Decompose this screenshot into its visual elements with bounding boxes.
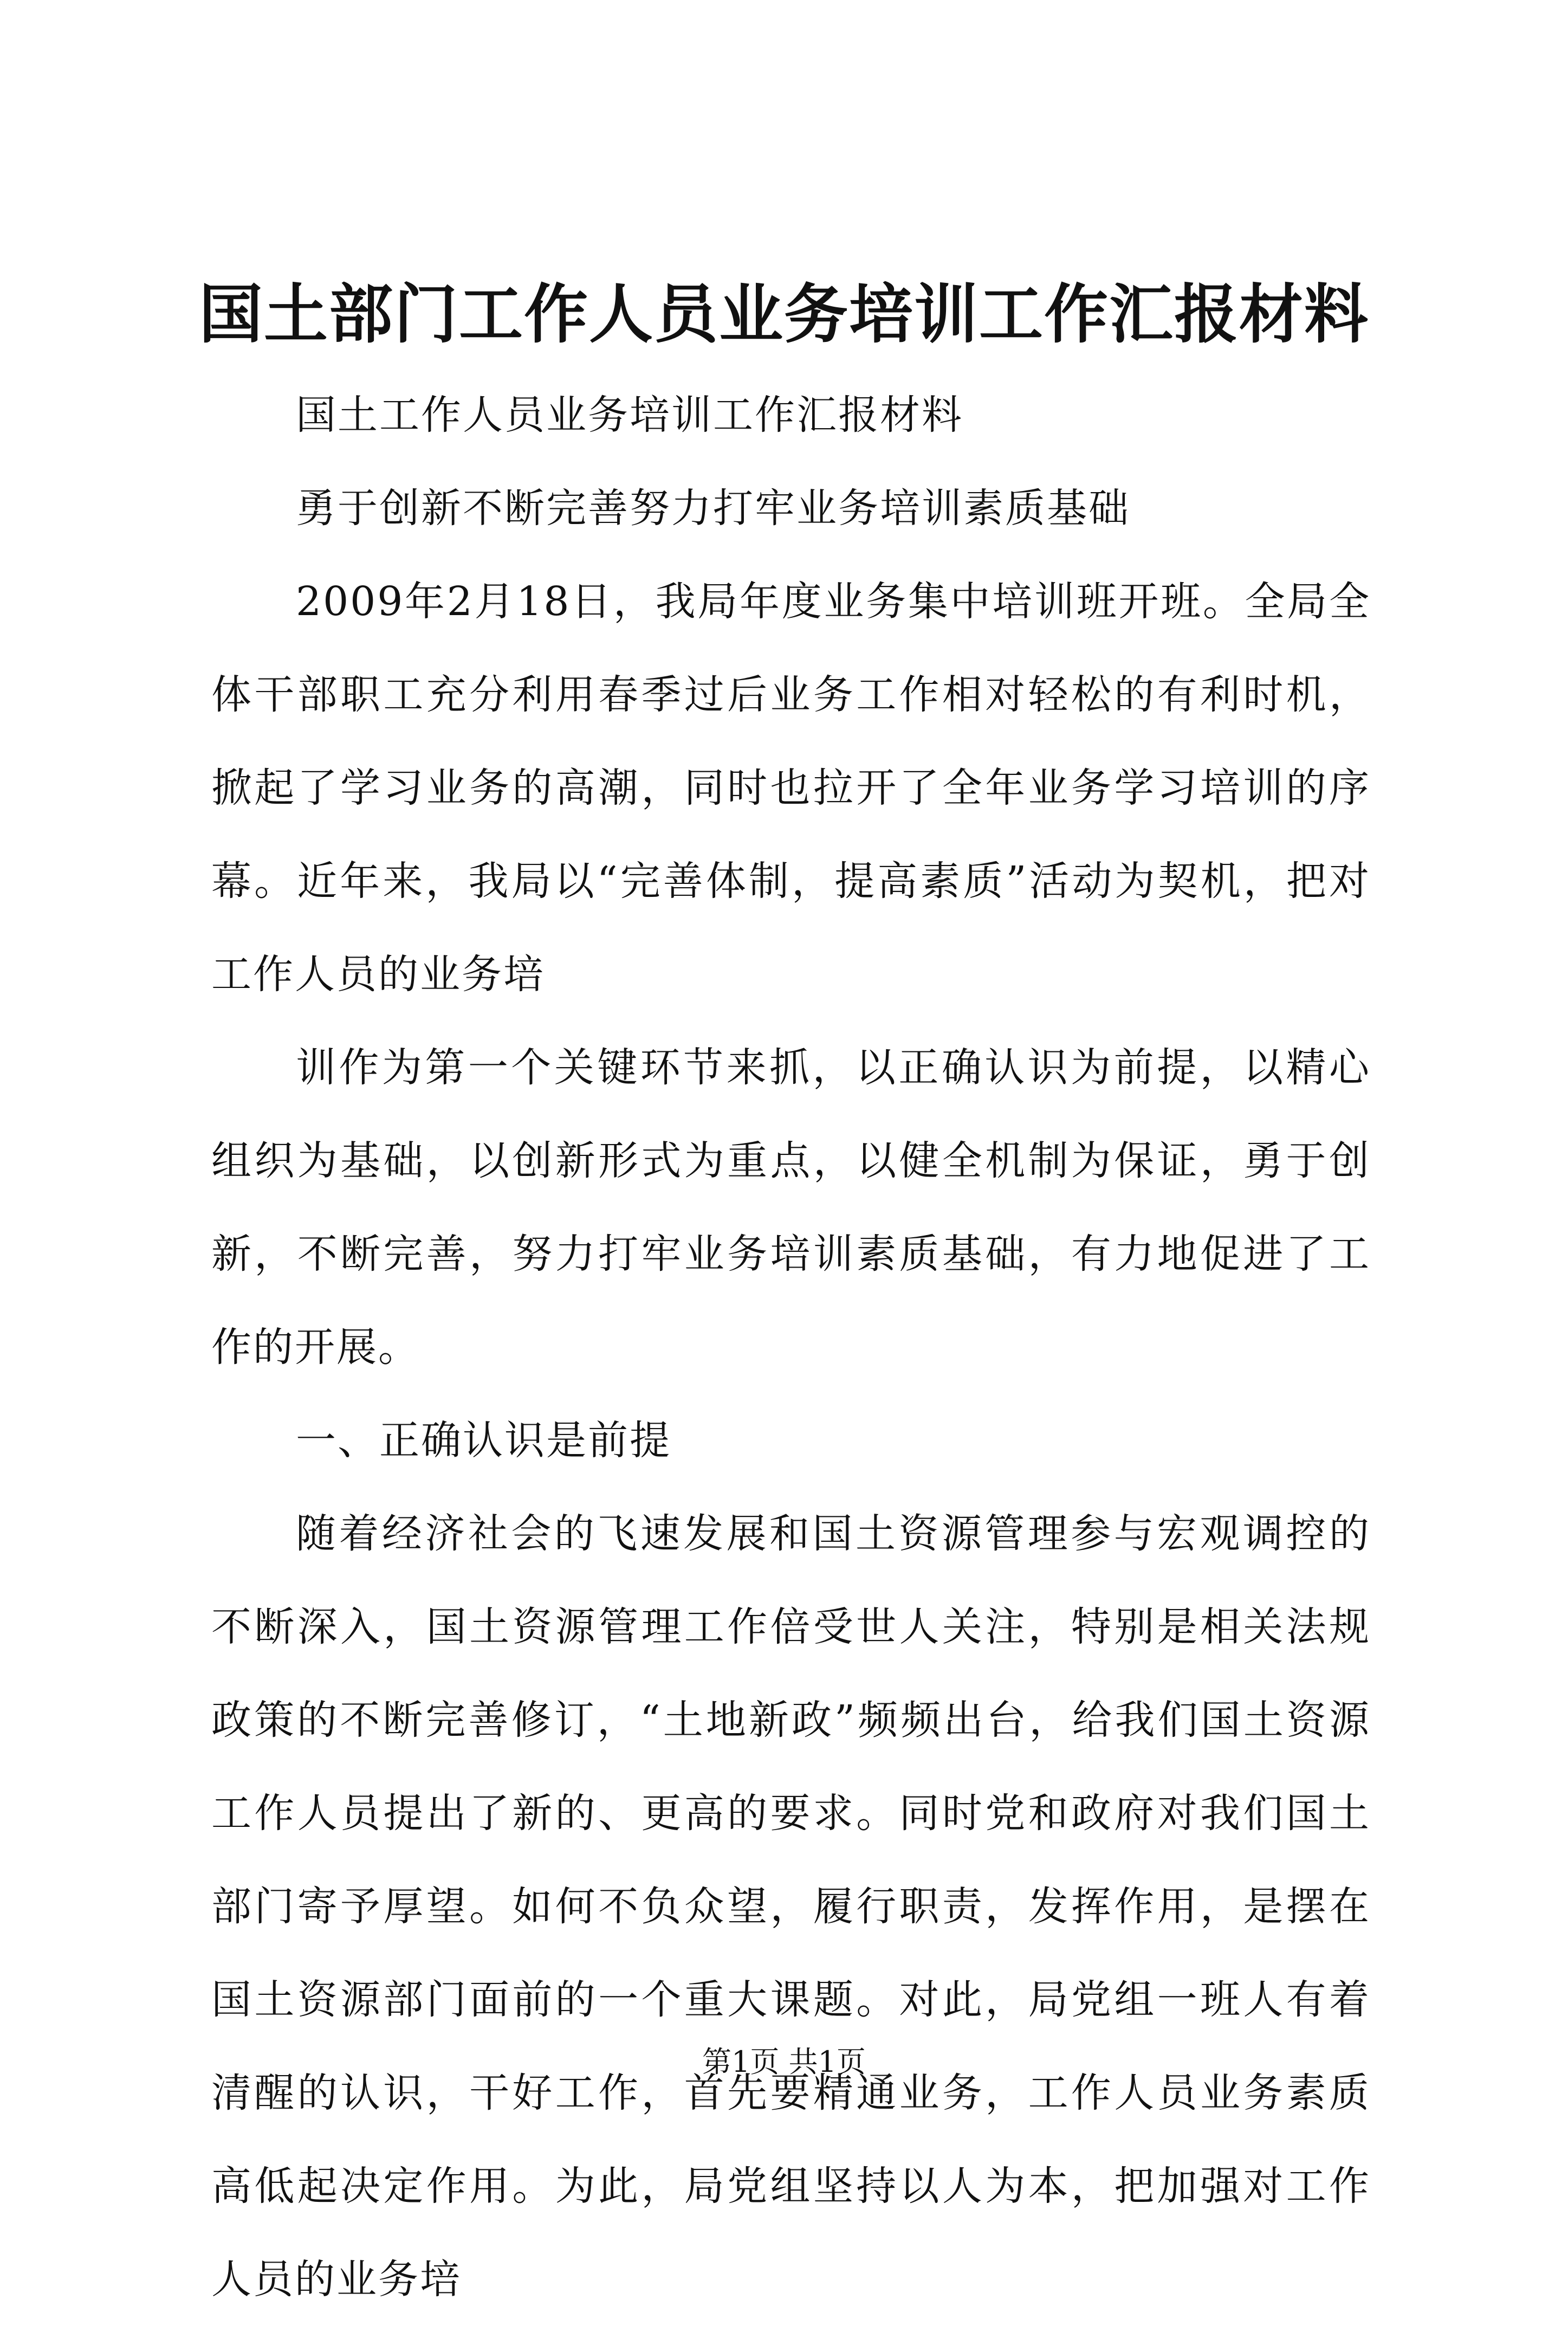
document-body	[211, 369, 1371, 2326]
section-heading-1: 一、正确认识是前提	[296, 1417, 671, 1464]
paragraph-intro: 2009年2月18日，我局年度业务集中培训班开班。全局全体干部职工充分利用春季过后业务工作相对轻松的有利时机，掀起了学习业务的高潮，同时也拉开了全年业务学习培训的序幕。近年来，我局以“完善体制，提高素质”活动为契机，把对工作人员的业务培	[211, 578, 1371, 998]
paragraph-section-1: 随着经济社会的飞速发展和国土资源管理参与宏观调控的不断深入，国土资源管理工作倍受世人关注，特别是相关法规政策的不断完善修订，“土地新政”频频出台，给我们国土资源工作人员提出了新的、更高的要求。同时党和政府对我们国土部门寄予厚望。如何不负众望，履行职责，发挥作用，是摆在国土资源部门面前的一个重大课题。对此，局党组一班人有着清醒的认识，干好工作，首先要精通业务，工作人员业务素质高低起决定作用。为此，局党组坚持以人为本，把加强对工作人员的业务培	[211, 1510, 1371, 2303]
page-footer: 第1页 共1页	[702, 2045, 866, 2079]
document-title: 国土部门工作人员业务培训工作汇报材料	[198, 276, 1369, 352]
paragraph-subtitle: 国土工作人员业务培训工作汇报材料	[296, 392, 963, 438]
paragraph-theme: 勇于创新不断完善努力打牢业务培训素质基础	[296, 485, 1130, 532]
paragraph-continuation: 训作为第一个关键环节来抓，以正确认识为前提，以精心组织为基础，以创新形式为重点，以健全机制为保证，勇于创新，不断完善，努力打牢业务培训素质基础，有力地促进了工作的开展。	[211, 1044, 1371, 1371]
